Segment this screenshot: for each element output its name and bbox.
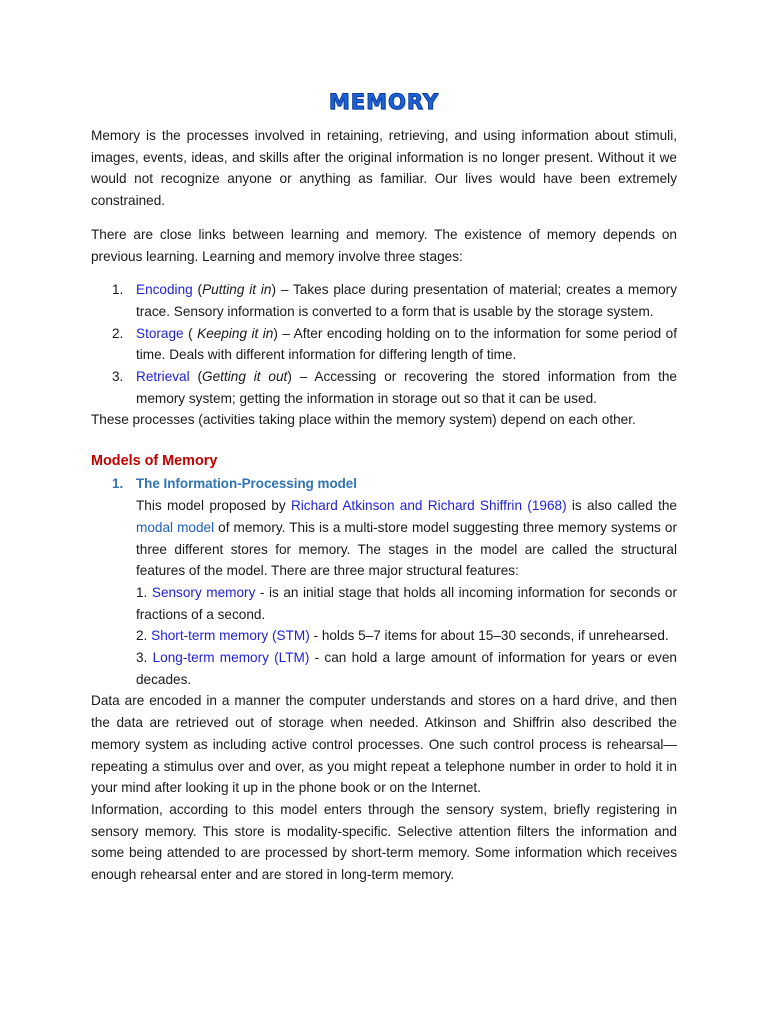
stage-number: 2. <box>112 325 124 341</box>
model-authors: Richard Atkinson and Richard Shiffrin (1968) <box>290 498 567 514</box>
stage-gloss: Keeping it in <box>197 325 274 341</box>
model-title: The Information-Processing model <box>136 476 357 492</box>
stages-list <box>91 279 677 409</box>
after-stages-paragraph: These processes (activities taking place within the memory system) depend on each other. <box>91 412 636 428</box>
stage-text: – Accessing or recovering the stored information from the memory system; getting the information in storage out so that it can be used. <box>136 369 677 406</box>
stage-term: Retrieval <box>136 369 190 385</box>
stage-item-encoding <box>91 279 677 322</box>
stage-gloss: Putting it in <box>202 282 272 298</box>
feature-text: - can hold a large amount of information for years or even decades. <box>136 650 677 687</box>
model-desc-text: This model proposed by <box>136 498 291 514</box>
feature-text: - is an initial stage that holds all incoming information for seconds or fractions of a second. <box>136 584 677 622</box>
stage-number: 1. <box>112 282 124 298</box>
stage-item-storage <box>91 323 677 366</box>
feature-item-sensory <box>91 582 677 625</box>
information-paragraph: Information, according to this model enters through the sensory system, briefly registering in sensory memory. This store is modality-specific. Selective attention filters the information and some being attended to are processed by short-term memory. Some information which receives enough rehearsal enter and are stored in long-term memory. <box>91 801 677 883</box>
model-number: 1. <box>112 476 124 492</box>
feature-item-stm <box>91 625 677 647</box>
document-page <box>91 88 677 886</box>
stage-number: 3. <box>112 369 124 385</box>
feature-item-ltm <box>91 647 677 690</box>
feature-text: - holds 5–7 items for about 15–30 seconds, if unrehearsed. <box>309 628 669 644</box>
feature-number: 3. <box>136 650 153 666</box>
stage-close: ) <box>287 369 292 385</box>
models-heading: Models of Memory <box>91 453 218 470</box>
model-description <box>91 495 677 582</box>
stage-term: Encoding <box>136 282 193 298</box>
stage-open: ( <box>189 369 203 385</box>
modal-model-term: modal model <box>136 519 215 535</box>
intro-paragraph-1: Memory is the processes involved in retaining, retrieving, and using information about stimuli, images, events, ideas, and skills after the original information is no longer present. Without it we would not recognize anyone or anything as familiar. Our lives would have been extremely constrained. <box>91 128 677 209</box>
stage-term: Storage <box>136 325 184 341</box>
stage-open: ( <box>183 325 198 341</box>
stage-text: – Takes place during presentation of material; creates a memory trace. Sensory information is converted to a form that is usable by the storage system. <box>136 282 677 319</box>
feature-number: 1. <box>136 584 152 600</box>
model-heading-information-processing <box>91 473 677 495</box>
feature-number: 2. <box>136 628 152 644</box>
feature-term: Long-term memory (LTM) <box>152 650 310 666</box>
stage-open: ( <box>192 282 203 298</box>
stage-close: ) <box>273 325 278 341</box>
page-title: MEMORY <box>328 90 440 114</box>
stage-gloss: Getting it out <box>202 369 288 385</box>
stage-item-retrieval <box>91 366 677 409</box>
stage-text: – After encoding holding on to the information for some period of time. Deals with different information for differing length of time. <box>136 325 678 363</box>
model-desc-text: of memory. This is a multi-store model suggesting three memory systems or three different stores for memory. The stages in the model are called the structural features of the model. There are three major structural features: <box>136 519 677 579</box>
feature-term: Short-term memory (STM) <box>151 628 310 644</box>
stage-close: ) <box>271 282 276 298</box>
encoded-paragraph: Data are encoded in a manner the computer understands and stores on a hard drive, and then the data are retrieved out of storage when needed. Atkinson and Shiffrin also described the memory system as including active control processes. One such control process is rehearsal—repeating a stimulus over and over, as you might repeat a telephone number in order to hold it in your mind after looking it up in the phone book or on the Internet. <box>91 693 677 796</box>
model-desc-text: is also called the <box>566 498 677 514</box>
intro-paragraph-2: There are close links between learning and memory. The existence of memory depends on previous learning. Learning and memory involve three stages: <box>91 226 677 264</box>
feature-term: Sensory memory <box>151 584 256 600</box>
